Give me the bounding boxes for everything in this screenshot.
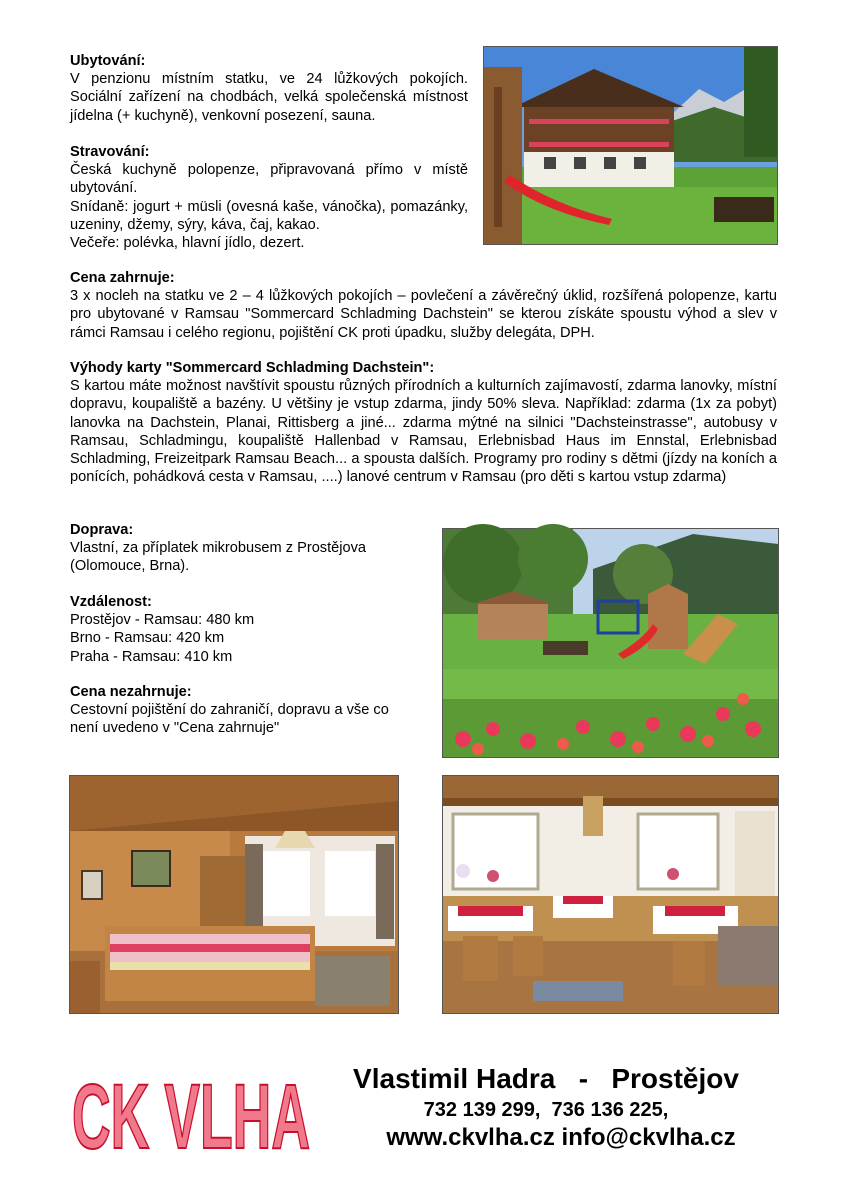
section-stravovani [70,143,468,252]
section-line: Cestovní pojištění do zahraničí, dopravu a vše co [70,702,389,719]
section-title: Cena zahrnuje: [70,270,175,286]
contact-web-email: www.ckvlha.cz info@ckvlha.cz [386,1124,736,1151]
section-text: 3 x nocleh na statku ve 2 – 4 lůžkových pokojích – povlečení a závěrečný úklid, rozšířená polopenze, kartu pro ubytované v Ramsau "Sommercard Schladming Dachstein" se kterou získáte spoustu výhod a slev v rámci Ramsau i celého regionu, pojištění CK proti úpadku, služby delegáta, DPH. [70,288,777,341]
section-line: Večeře: polévka, hlavní jídlo, dezert. [70,235,305,252]
ck-vlha-logo [70,1066,320,1168]
section-doprava [70,521,430,576]
section-line: Brno - Ramsau: 420 km [70,630,225,647]
photo-bedroom [69,775,399,1014]
section-vzdalenost [70,593,430,666]
section-cena-zahrnuje [70,269,777,342]
section-title: Cena nezahrnuje: [70,684,192,700]
section-line: Česká kuchyně polopenze, připravovaná přímo v místě ubytování. [70,162,468,197]
section-text: S kartou máte možnost navštívit spoustu různých přírodních a kulturních zajímavostí, zdarma lanovky, místní dopravu, koupaliště a bazény. U většiny je vstup zdarma, jindy 50% sleva. Například: zdarma (1x za pobyt) lanovka na Dachstein, Planai, Rittisberg a jiné... zdarma mýtné na silnici "Dachsteinstrasse", autobusy v Ramsau, Schladmingu, koupaliště Hallenbad v Ramsau, Erlebnisbad Haus im Ennstal, Erlebnisbad Schladming, Freizeitpark Ramsau Beach... a spousta dalších. Programy pro rodiny s dětmi (jízdy na koních a ponících, pohádková cesta v Ramsau, ....) lanové centrum v Ramsau (pro děti s kartou vstup zdarma) [70,378,777,486]
section-line: Prostějov - Ramsau: 480 km [70,612,255,629]
section-title: Stravování: [70,144,150,160]
section-title: Doprava: [70,522,134,538]
section-title: Vzdálenost: [70,594,152,610]
contact-name-city: Vlastimil Hadra - Prostějov [353,1063,739,1094]
svg-text:CK VLHA: CK VLHA [72,1066,310,1168]
section-title: Výhody karty "Sommercard Schladming Dachstein": [70,360,435,376]
section-line: Vlastní, za příplatek mikrobusem z Prostějova [70,540,367,557]
photo-playground [442,528,779,758]
section-title: Ubytování: [70,53,146,69]
section-vyhody-karty [70,359,777,486]
photo-dining-room [442,775,779,1014]
section-line: Snídaně: jogurt + müsli (ovesná kaše, vánočka), pomazánky, uzeniny, džemy, sýry, káva, čaj, kakao. [70,198,468,233]
section-line: (Olomouce, Brna). [70,558,190,575]
section-cena-nezahrnuje [70,683,430,738]
photo-chalet [483,46,778,245]
contact-phones: 732 139 299, 736 136 225, [423,1099,669,1121]
section-line: Praha - Ramsau: 410 km [70,648,233,665]
section-ubytovani [70,52,468,125]
section-line: není uvedeno v "Cena zahrnuje" [70,720,280,737]
section-text: V penzionu místním statku, ve 24 lůžkových pokojích. Sociální zařízení na chodbách, velká společenská místnost jídelna (+ kuchyně), venkovní posezení, sauna. [70,71,468,124]
